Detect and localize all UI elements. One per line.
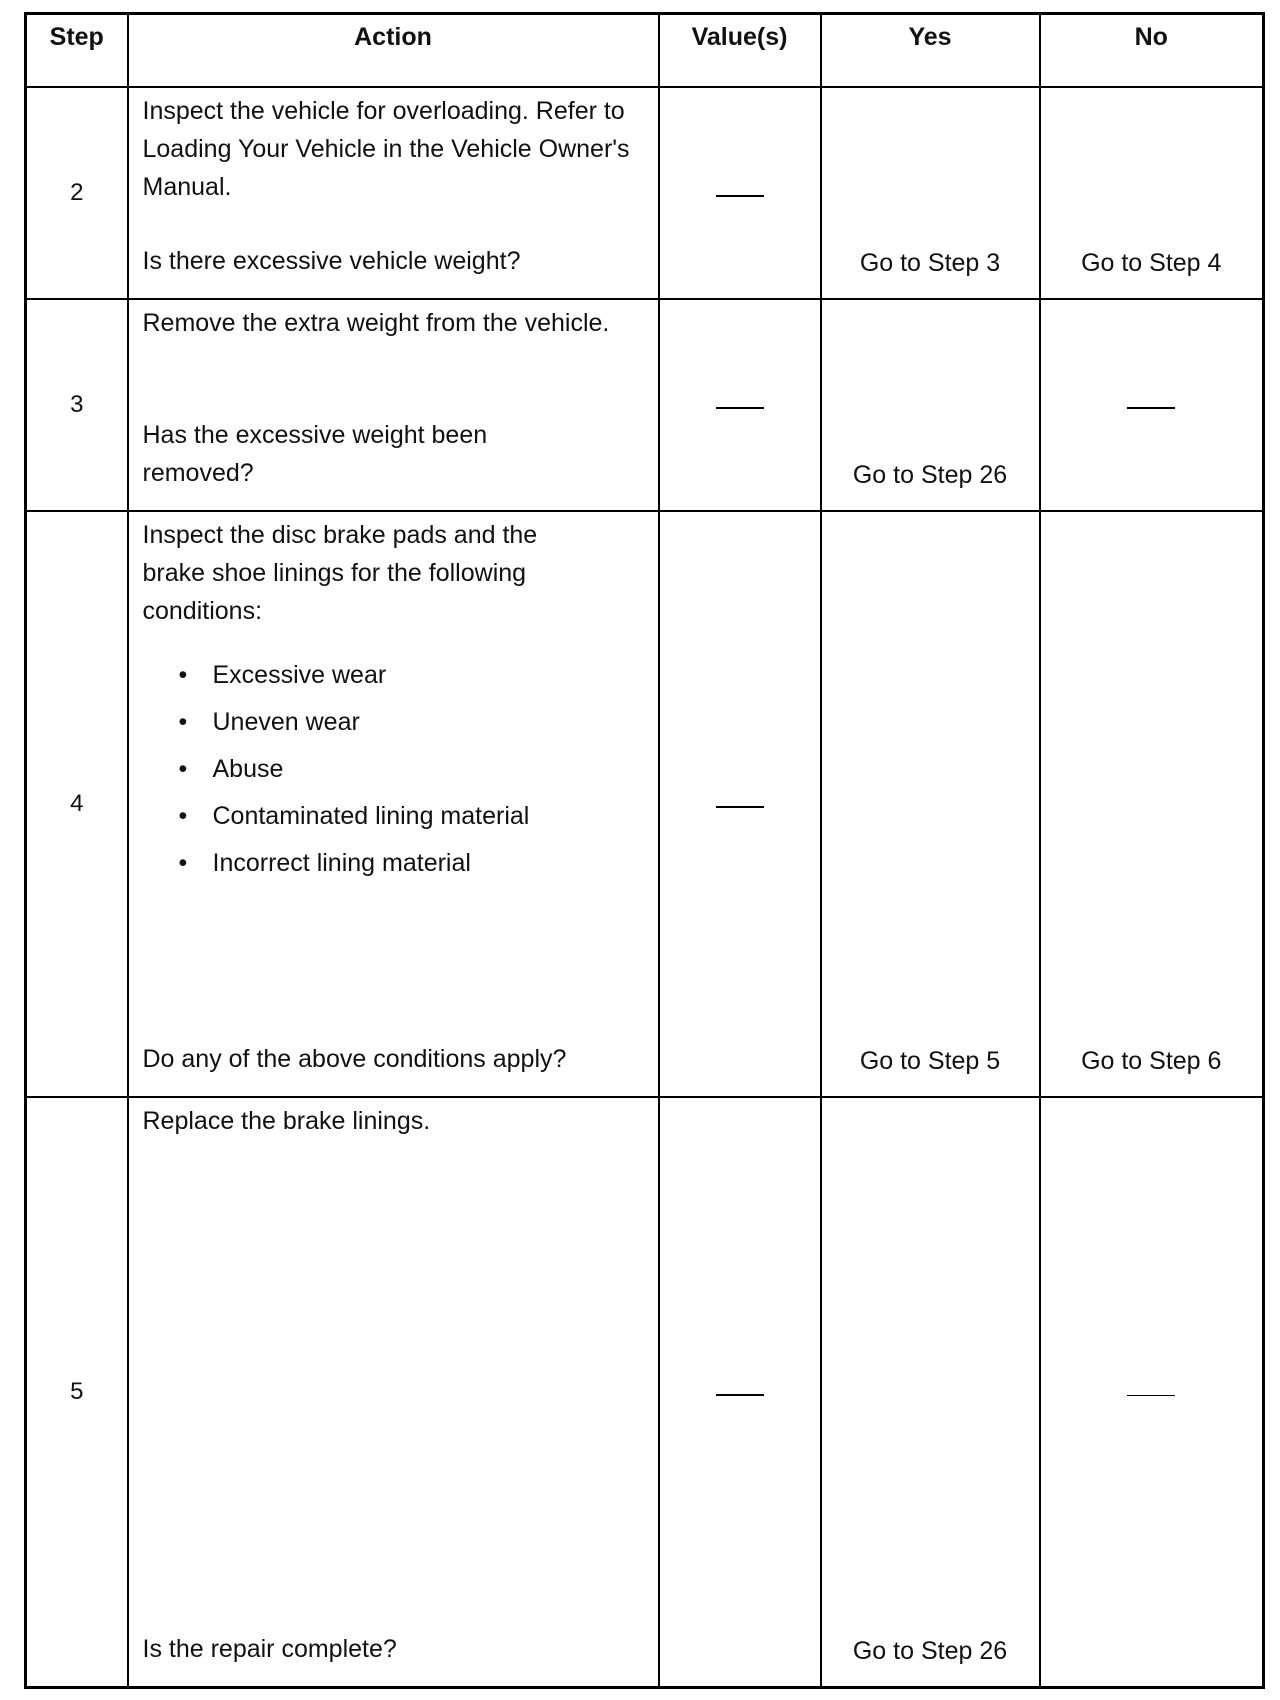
header-yes: Yes xyxy=(821,14,1040,87)
header-no: No xyxy=(1040,14,1264,87)
action-text: Replace the brake linings. xyxy=(142,1106,431,1135)
action-question: Do any of the above conditions apply? xyxy=(142,1044,567,1073)
value-cell xyxy=(659,511,821,1097)
no-cell xyxy=(1040,299,1264,511)
yes-cell: Go to Step 26 xyxy=(821,299,1040,511)
dash-mark xyxy=(716,195,764,197)
no-cell: Go to Step 6 xyxy=(1040,511,1264,1097)
list-item: • Excessive wear xyxy=(179,652,658,699)
action-question: Has the excessive weight been removed? xyxy=(142,420,488,487)
value-cell xyxy=(659,1097,821,1688)
value-cell xyxy=(659,299,821,511)
no-cell: Go to Step 4 xyxy=(1040,87,1264,299)
action-question: Is the repair complete? xyxy=(142,1635,397,1663)
action-cell xyxy=(128,299,659,511)
list-item: • Incorrect lining material xyxy=(179,840,658,887)
table-row xyxy=(26,1097,1264,1688)
table-row xyxy=(26,87,1264,299)
diagnostic-table xyxy=(24,12,1265,1689)
header-values: Value(s) xyxy=(659,14,821,87)
value-cell xyxy=(659,87,821,299)
header-step: Step xyxy=(26,14,128,87)
yes-cell: Go to Step 5 xyxy=(821,511,1040,1097)
step-number: 4 xyxy=(26,511,128,1097)
action-cell xyxy=(128,511,659,1097)
action-text: Remove the extra weight from the vehicle. xyxy=(142,308,610,337)
dash-mark xyxy=(1127,407,1175,409)
list-item: • Uneven wear xyxy=(179,699,658,746)
dash-mark xyxy=(716,806,764,808)
step-number: 2 xyxy=(26,87,128,299)
header-row xyxy=(26,14,1264,87)
table-row xyxy=(26,299,1264,511)
condition-list xyxy=(129,652,658,887)
action-cell xyxy=(128,1097,659,1688)
dash-mark xyxy=(716,1394,764,1396)
no-cell xyxy=(1040,1097,1264,1688)
action-text: Inspect the vehicle for overloading. Refer to Loading Your Vehicle in the Vehicle Owner's Manual. xyxy=(142,96,630,201)
step-number: 3 xyxy=(26,299,128,511)
dash-mark xyxy=(1127,1395,1175,1396)
action-question: Is there excessive vehicle weight? xyxy=(142,246,521,275)
list-item: • Abuse xyxy=(179,746,658,793)
yes-cell: Go to Step 26 xyxy=(821,1097,1040,1688)
table-row xyxy=(26,511,1264,1097)
list-item: • Contaminated lining material xyxy=(179,793,658,840)
action-cell xyxy=(128,87,659,299)
step-number: 5 xyxy=(26,1097,128,1688)
dash-mark xyxy=(716,407,764,409)
action-text: Inspect the disc brake pads and the brake shoe linings for the following conditions: xyxy=(142,520,538,625)
header-action: Action xyxy=(128,14,659,87)
yes-cell: Go to Step 3 xyxy=(821,87,1040,299)
